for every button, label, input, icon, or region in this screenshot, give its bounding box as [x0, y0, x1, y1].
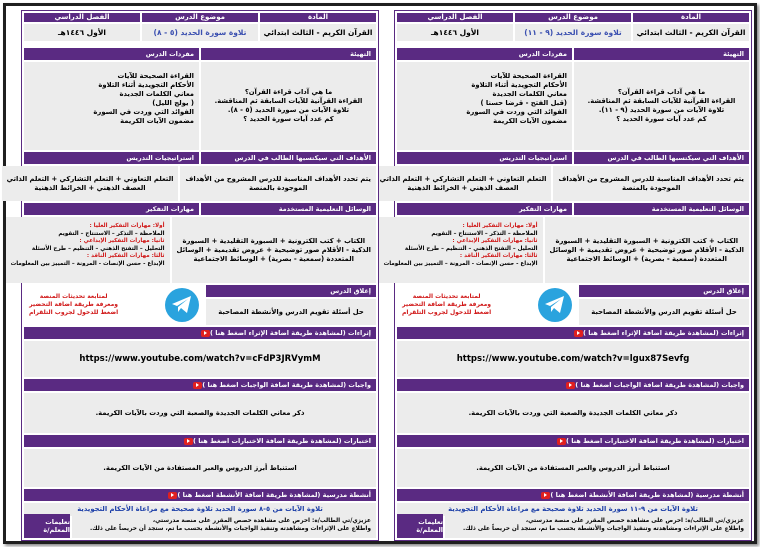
semester-value: الأول ١٤٤٦هـ — [397, 24, 513, 41]
telegram-promo[interactable] — [397, 285, 577, 325]
vocab-line: الأحكام التجويدية أثناء التلاوة — [471, 81, 567, 89]
intro-line: القراءة القرآنية للآيات السابقة ثم المناقشة. — [214, 97, 363, 105]
tests-header[interactable] — [24, 435, 376, 447]
thinking-line: ثالثا: مهارات التفكير الناقد : — [459, 253, 538, 259]
strategies-line: التعلم التعاوني + التعلم التشاركي + التعلم الذاتي — [6, 174, 174, 183]
vocab-line: مضمون الآيات الكريمة — [120, 117, 194, 125]
homework-header[interactable] — [397, 379, 749, 391]
vocab-line: معاني الكلمات الجديدة — [119, 90, 194, 98]
thinking-box — [6, 217, 170, 283]
semester-header: الفصل الدراسي — [24, 13, 140, 22]
homework-text: ذكر معاني الكلمات الجديدة والصعبة التي وردت بالآيات الكريمة. — [468, 408, 678, 417]
teacher-notes-text — [72, 514, 376, 538]
youtube-icon[interactable] — [184, 438, 193, 445]
thinking-line: ثالثا: مهارات التفكير الناقد : — [86, 253, 165, 259]
activities-header[interactable] — [24, 489, 376, 501]
youtube-icon[interactable] — [566, 382, 575, 389]
goals-box — [553, 166, 749, 201]
activities-text: تلاوة الآيات من ٥-٨ سورة الحديد تلاوة صحيحة مع مراعاة الأحكام التجويدية — [77, 505, 323, 513]
closing-section — [579, 285, 749, 325]
vocab-box — [397, 62, 572, 150]
homework-text: ذكر معاني الكلمات الجديدة والصعبة التي وردت بالآيات الكريمة. — [95, 408, 305, 417]
lesson-plan-page-2 — [6, 10, 379, 541]
closing-text: حل أسئلة تقويم الدرس والأنشطة المصاحبة — [218, 307, 364, 316]
topic-value — [142, 24, 258, 41]
youtube-icon[interactable] — [541, 492, 550, 499]
tools-header: الوسائل التعليمية المستخدمة — [574, 203, 749, 215]
tools-line: الذكية - الأقلام صور توضيحية + عروض تقديمية + الوسائل — [549, 245, 744, 254]
goals-line: يتم تحدد الأهداف المناسبة للدرس المشروح من الأهداف — [558, 174, 744, 183]
vocab-header: مفردات الدرس — [397, 48, 572, 60]
vocab-header: مفردات الدرس — [24, 48, 199, 60]
enrichment-label: إثراءات (لمشاهدة طريقة اضافة الإثراء اضغط هنا ) — [583, 329, 744, 337]
telegram-text-line: اضغط للدخول لجروب التلقرام — [402, 309, 492, 316]
closing-header: إغلاق الدرس — [579, 285, 749, 297]
activities-header[interactable] — [397, 489, 749, 501]
activities-label: أنشطة مدرسية (لمشاهدة طريقة اضافة الأنشطة اضغط هنا ) — [177, 491, 371, 499]
goals-line: الموجودة بالمنصة — [248, 183, 308, 192]
topic-header: موضوع الدرس — [142, 13, 258, 22]
vocab-line: الفوائد التي وردت في السورة — [466, 108, 567, 116]
intro-line: كم عدد آيات سورة الحديد ؟ — [243, 115, 334, 123]
tools-box — [172, 217, 376, 283]
thinking-box — [379, 217, 543, 283]
subject-header: المادة — [260, 13, 376, 22]
telegram-text[interactable] — [402, 293, 491, 317]
closing-text: حل أسئلة تقويم الدرس والأنشطة المصاحبة — [591, 307, 737, 316]
telegram-text-line: ومعرفة طريقة اضافة التحضير — [29, 301, 119, 308]
topic-text: تلاوة سورة الحديد (٥ - ٨) — [153, 28, 247, 37]
tools-header: الوسائل التعليمية المستخدمة — [201, 203, 376, 215]
intro-box — [201, 62, 376, 150]
strategies-line: التعلم التعاوني + التعلم التشاركي + التعلم الذاتي — [379, 174, 547, 183]
topic-text: تلاوة سورة الحديد (٩ - ١١) — [524, 28, 622, 37]
topic-value — [515, 24, 631, 41]
intro-line: تلاوة الآيات من سورة الحديد (٩ - ١١). — [598, 106, 725, 114]
teacher-notes — [397, 514, 749, 538]
thinking-line: الملاحظة – التذكر – الاستنتاج – التقويم — [431, 230, 538, 237]
youtube-icon[interactable] — [557, 438, 566, 445]
goals-header: الأهداف التي سيكتسبها الطالب في الدرس — [201, 152, 376, 164]
goals-box — [180, 166, 376, 201]
lesson-plan-page-1 — [379, 10, 752, 541]
enrichment-label: إثراءات (لمشاهدة طريقة اضافة الإثراء اضغط هنا ) — [210, 329, 371, 337]
thinking-line: التحليل – التفتح الذهني – التنظيم – طرح الأسئلة — [31, 245, 165, 252]
strategies-line: العصف الذهني + الخرائط الذهنية — [34, 183, 146, 192]
goals-line: الموجودة بالمنصة — [621, 183, 681, 192]
thinking-line: الملاحظة – التذكر – الاستنتاج – التقويم — [58, 230, 165, 237]
enrichment-link[interactable]: https://www.youtube.com/watch?v=lgux87Sevfg — [456, 353, 690, 364]
thinking-line: ثانيا: مهارات التفكير الإبداعي : — [452, 238, 538, 244]
youtube-icon[interactable] — [168, 492, 177, 499]
vocab-line: مضمون الآيات الكريمة — [493, 117, 567, 125]
goals-line: يتم تحدد الأهداف المناسبة للدرس المشروح من الأهداف — [185, 174, 371, 183]
telegram-text-line: ومعرفة طريقة اضافة التحضير — [402, 301, 492, 308]
tests-box — [24, 449, 376, 487]
strategies-box — [2, 166, 179, 201]
subject-value: القرآن الكريم - الثالث ابتدائي — [633, 24, 749, 41]
homework-box — [24, 393, 376, 433]
enrichment-header[interactable] — [24, 327, 376, 339]
closing-box — [579, 299, 749, 325]
thinking-line: التحليل – التفتح الذهني – التنظيم – طرح الأسئلة — [404, 245, 538, 252]
thinking-line: أولا: مهارات التفكير العليا : — [462, 223, 538, 229]
vocab-line: الأحكام التجويدية أثناء التلاوة — [98, 81, 194, 89]
vocab-line: (قبل الفتح - قرضا حسنا ) — [480, 99, 567, 107]
telegram-promo[interactable] — [24, 285, 204, 325]
teacher-notes-text — [445, 514, 749, 538]
thinking-line: ثانيا: مهارات التفكير الإبداعي : — [79, 238, 165, 244]
strategies-box — [375, 166, 552, 201]
enrichment-box — [397, 341, 749, 377]
telegram-icon[interactable] — [165, 288, 199, 322]
intro-box — [574, 62, 749, 150]
enrichment-link[interactable]: https://www.youtube.com/watch?v=cFdP3JRVymM — [79, 353, 321, 364]
teacher-notes-label: تعليمات المعلم/ة — [397, 514, 443, 538]
thinking-header: مهارات التفكير — [24, 203, 199, 215]
thinking-header: مهارات التفكير — [397, 203, 572, 215]
tools-line: المتعددة (سمعية - بصرية) + الوسائط الاجتماعية — [566, 254, 727, 263]
vocab-line: القراءة الصحيحة للآيات — [490, 72, 567, 80]
homework-box — [397, 393, 749, 433]
vocab-line: الفوائد التي وردت في السورة — [93, 108, 194, 116]
tests-header[interactable] — [397, 435, 749, 447]
telegram-text[interactable] — [29, 293, 118, 317]
tools-line: الذكية - الأقلام صور توضيحية + عروض تقديمية + الوسائل — [176, 245, 371, 254]
teacher-notes-line: عزيزي/تي الطالب/ة: احرص على مشاهدة حصص المقرر على منصة مدرستي، — [525, 518, 744, 524]
vocab-line: معاني الكلمات الجديدة — [492, 90, 567, 98]
telegram-text-line: لمتابعة تحديثات المنصة — [39, 293, 108, 300]
strategies-header: استراتيجيات التدريس — [397, 152, 572, 164]
tests-box — [397, 449, 749, 487]
telegram-text-line: اضغط للدخول لجروب التلقرام — [29, 309, 119, 316]
tests-label: اختبارات (لمشاهدة طريقة اضافة الاختبارات اضغط هنا ) — [565, 437, 744, 445]
intro-line: القراءة القرآنية للآيات السابقة ثم المناقشة. — [587, 97, 736, 105]
intro-line: ما هي آداب قراءة القرآن؟ — [617, 88, 706, 96]
intro-line: تلاوة الآيات من سورة الحديد (٥ - ٨). — [227, 106, 350, 114]
teacher-notes-line: واطلاع على الإثراءات ومشاهدته وتنفيذ الواجبات والأنشطة بحسب ما تم، ستجد أن حريصاً على ذلك. — [90, 526, 371, 532]
tests-text: استنباط أبرز الدروس والعبر المستفادة من الآيات الكريمة. — [476, 463, 670, 472]
teacher-notes-line: واطلاع على الإثراءات ومشاهدته وتنفيذ الواجبات والأنشطة بحسب ما تم، ستجد أن حريصاً على ذلك. — [463, 526, 744, 532]
intro-header: التهيئة — [201, 48, 376, 60]
tools-line: المتعددة (سمعية - بصرية) + الوسائط الاجتماعية — [193, 254, 354, 263]
tools-line: الكتاب + كتب الكترونية + السبورة التقليدية + السبورة — [555, 236, 739, 245]
thinking-line: الإبداع - حسن الإنصات - المرونة – التمييز بين المعلومات — [383, 260, 538, 267]
thinking-line: أولا: مهارات التفكير العليا : — [89, 223, 165, 229]
closing-box — [206, 299, 376, 325]
youtube-icon[interactable] — [193, 382, 202, 389]
intro-line: ما هي آداب قراءة القرآن؟ — [244, 88, 333, 96]
youtube-icon[interactable] — [201, 330, 210, 337]
semester-header: الفصل الدراسي — [397, 13, 513, 22]
tools-line: الكتاب + كتب الكترونية + السبورة التقليدية + السبورة — [182, 236, 366, 245]
teacher-notes-label: تعليمات المعلم/ة — [24, 514, 70, 538]
enrichment-header[interactable] — [397, 327, 749, 339]
tests-label: اختبارات (لمشاهدة طريقة اضافة الاختبارات اضغط هنا ) — [192, 437, 371, 445]
intro-header: التهيئة — [574, 48, 749, 60]
homework-label: واجبات (لمشاهدة طريقة اضافة الواجبات اضغط هنا ) — [202, 381, 371, 389]
closing-header: إغلاق الدرس — [206, 285, 376, 297]
topic-header: موضوع الدرس — [515, 13, 631, 22]
subject-header: المادة — [633, 13, 749, 22]
strategies-line: العصف الذهني + الخرائط الذهنية — [407, 183, 519, 192]
youtube-icon[interactable] — [574, 330, 583, 337]
thinking-line: الإبداع - حسن الإنصات - المرونة – التمييز بين المعلومات — [10, 260, 165, 267]
intro-line: كم عدد آيات سورة الحديد ؟ — [616, 115, 707, 123]
teacher-notes — [24, 514, 376, 538]
vocab-line: ( يولج الليل) — [152, 99, 194, 107]
vocab-line: القراءة الصحيحة للآيات — [117, 72, 194, 80]
telegram-icon[interactable] — [538, 288, 572, 322]
homework-label: واجبات (لمشاهدة طريقة اضافة الواجبات اضغط هنا ) — [575, 381, 744, 389]
semester-value: الأول ١٤٤٦هـ — [24, 24, 140, 41]
subject-value: القرآن الكريم - الثالث ابتدائي — [260, 24, 376, 41]
enrichment-box — [24, 341, 376, 377]
tools-box — [545, 217, 749, 283]
activities-text: تلاوة الآيات من ٩-١١ سورة الحديد تلاوة صحيحة مع مراعاة الأحكام التجويدية — [448, 505, 698, 513]
goals-header: الأهداف التي سيكتسبها الطالب في الدرس — [574, 152, 749, 164]
homework-header[interactable] — [24, 379, 376, 391]
strategies-header: استراتيجيات التدريس — [24, 152, 199, 164]
closing-section — [206, 285, 376, 325]
document-frame — [3, 3, 757, 544]
vocab-box — [24, 62, 199, 150]
telegram-text-line: لمتابعة تحديثات المنصة — [412, 293, 481, 300]
teacher-notes-line: عزيزي/تي الطالب/ة: احرص على مشاهدة حصص المقرر على منصة مدرستي، — [152, 518, 371, 524]
activities-label: أنشطة مدرسية (لمشاهدة طريقة اضافة الأنشطة اضغط هنا ) — [550, 491, 744, 499]
tests-text: استنباط أبرز الدروس والعبر المستفادة من الآيات الكريمة. — [103, 463, 297, 472]
